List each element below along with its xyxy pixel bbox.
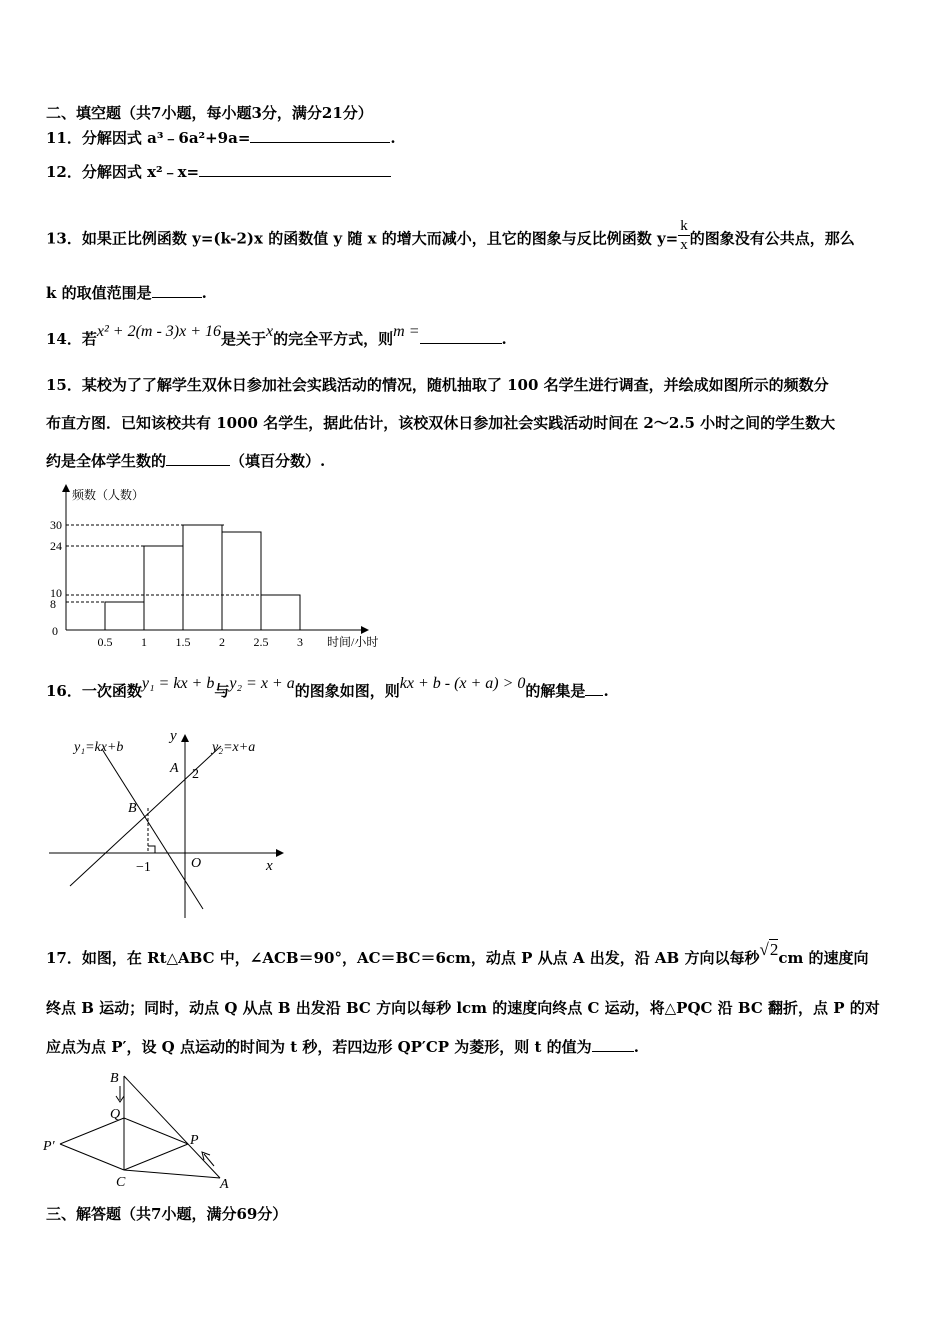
- hist-x-label: 时间/小时: [327, 635, 379, 649]
- q15-line3a: 约是全体学生数的: [46, 452, 167, 470]
- label-b: B: [110, 1071, 119, 1086]
- q15-line3b: （填百分数）.: [230, 452, 326, 470]
- hist-y-tick-30: 30: [50, 518, 62, 532]
- q13-frac-num: k: [680, 218, 688, 234]
- q16-eq2: y₂ = x + a: [229, 675, 295, 692]
- label-p-prime: P′: [43, 1139, 55, 1154]
- question-17-line1: [46, 940, 869, 968]
- hist-bar-2: [183, 525, 222, 630]
- q11-answer-blank[interactable]: [250, 128, 390, 143]
- q17-line1a: 17．如图，在 Rt△ABC 中，∠ACB＝90°，AC＝BC＝6cm，动点 P 从点 A 出发，沿 AB 方向以每秒: [46, 949, 760, 967]
- question-15-line3: [46, 451, 325, 471]
- hist-origin-label: 0: [52, 624, 58, 638]
- q14-answer-blank[interactable]: [420, 329, 502, 344]
- q17-sqrt-radicand: 2: [769, 940, 779, 959]
- q14-prefix: 14．若: [46, 330, 97, 348]
- hist-y-label: 频数（人数）: [72, 488, 145, 502]
- q12-answer-blank[interactable]: [199, 162, 391, 177]
- label-x-axis: x: [266, 858, 273, 874]
- hist-bar-1: [144, 546, 183, 630]
- q16-suffix: 的解集是: [525, 682, 586, 700]
- label-p: P: [190, 1133, 199, 1148]
- line-y1: [102, 749, 203, 909]
- label-tick-2: 2: [192, 767, 199, 782]
- q16-end: .: [603, 682, 609, 700]
- label-q: Q: [110, 1107, 121, 1122]
- histogram-chart: [40, 484, 379, 652]
- q14-eq: m =: [393, 323, 420, 340]
- q16-mid: 与: [214, 682, 230, 700]
- hist-x-tick-1: 1: [141, 635, 147, 649]
- q15-answer-blank[interactable]: [166, 451, 230, 466]
- q11-end: .: [390, 129, 396, 147]
- q13-text-b: 的图象没有公共点，那么: [689, 229, 855, 248]
- question-15-line2: 布直方图．已知该校共有 1000 名学生，据此估计，该校双休日参加社会实践活动时间在 2～2.5 小时之间的学生数大: [46, 414, 836, 432]
- segment-p-prime-c: [60, 1144, 124, 1170]
- question-13: [46, 218, 855, 258]
- label-y1: y₁=kx+b: [74, 740, 124, 755]
- question-17-line3: [46, 1037, 639, 1057]
- hist-y-axis-arrow: [62, 484, 70, 492]
- q17-line1b: cm 的速度向: [778, 949, 869, 967]
- label-a: A: [220, 1177, 229, 1192]
- q13-line2: k 的取值范围是: [46, 284, 152, 302]
- hist-x-tick-2-5: 2.5: [253, 635, 269, 649]
- right-angle-mark: [148, 846, 155, 853]
- question-13-line2: [46, 283, 207, 303]
- hist-x-tick-0-5: 0.5: [97, 635, 113, 649]
- label-tick-neg1: −1: [136, 860, 151, 875]
- q17-answer-blank[interactable]: [592, 1037, 634, 1052]
- hist-x-axis-arrow: [361, 626, 369, 634]
- hist-bar-4: [261, 595, 300, 630]
- rhombus-triangle-figure: [40, 1066, 240, 1194]
- hist-x-tick-1-5: 1.5: [175, 635, 191, 649]
- q11-text: 11．分解因式 a³﹣6a²+9a=: [46, 129, 251, 147]
- q17-sqrt: √2: [759, 940, 779, 959]
- section-heading-fill: 二、填空题（共7小题，每小题3分，满分21分）: [46, 104, 373, 122]
- arrow-p-shaft: [204, 1154, 214, 1166]
- segment-qp: [124, 1118, 188, 1144]
- section-heading-solve: 三、解答题（共7小题，满分69分）: [46, 1205, 288, 1223]
- segment-ab: [124, 1076, 220, 1178]
- question-17-line2: 终点 B 运动；同时，动点 Q 从点 B 出发沿 BC 方向以每秒 lcm 的速度向终点 C 运动，将△PQC 沿 BC 翻折，点 P 的对: [46, 999, 880, 1017]
- question-16: [46, 675, 609, 702]
- q13-end: .: [201, 284, 207, 302]
- question-12: [46, 162, 391, 182]
- hist-x-tick-3: 3: [297, 635, 303, 649]
- q16-answer-blank[interactable]: [585, 681, 603, 696]
- segment-pc: [124, 1144, 188, 1170]
- q14-end: .: [501, 330, 507, 348]
- q16-inequality: kx + b - (x + a) > 0: [399, 675, 526, 692]
- hist-y-tick-8: 8: [50, 597, 56, 611]
- q17-line3a: 应点为点 P′，设 Q 点运动的时间为 t 秒，若四边形 QP′CP 为菱形，则 t 的值为: [46, 1038, 592, 1056]
- y-axis-arrow: [181, 734, 189, 742]
- label-c: C: [116, 1175, 126, 1190]
- hist-bar-0: [105, 602, 144, 630]
- label-origin: O: [191, 856, 202, 871]
- q16-mid2: 的图象如图，则: [294, 682, 400, 700]
- q13-answer-blank[interactable]: [152, 283, 202, 298]
- label-point-a: A: [170, 761, 179, 776]
- question-11: [46, 128, 396, 148]
- q14-expression: x² + 2(m - 3)x + 16: [96, 323, 222, 340]
- q12-text: 12．分解因式 x²﹣x=: [46, 163, 200, 181]
- hist-y-tick-24: 24: [50, 539, 62, 553]
- q14-variable: x: [266, 323, 274, 340]
- linear-functions-figure: [44, 724, 294, 924]
- segment-ca: [124, 1170, 220, 1178]
- x-axis-arrow: [276, 849, 284, 857]
- label-y2: y₂=x+a: [212, 740, 256, 755]
- q13-frac-den: x: [680, 237, 688, 253]
- q14-mid2: 的完全平方式，则: [273, 330, 394, 348]
- q16-prefix: 16．一次函数: [46, 682, 142, 700]
- q13-fraction: [678, 217, 690, 254]
- q16-eq1: y₁ = kx + b: [141, 675, 215, 692]
- question-15-line1: 15．某校为了了解学生双休日参加社会实践活动的情况，随机抽取了 100 名学生进行调查，并绘成如图所示的频数分: [46, 376, 829, 394]
- label-y-axis: y: [170, 728, 177, 744]
- label-point-b: B: [128, 801, 137, 816]
- hist-y-tick-10: 10: [50, 586, 62, 600]
- q13-text-a: 13．如果正比例函数 y=(k-2)x 的函数值 y 随 x 的增大而减小，且它的图象与反比例函数 y=: [46, 229, 679, 248]
- hist-bar-3: [222, 532, 261, 630]
- q17-end: .: [633, 1038, 639, 1056]
- question-14: [46, 323, 507, 350]
- hist-x-tick-2: 2: [219, 635, 225, 649]
- q14-mid: 是关于: [221, 330, 267, 348]
